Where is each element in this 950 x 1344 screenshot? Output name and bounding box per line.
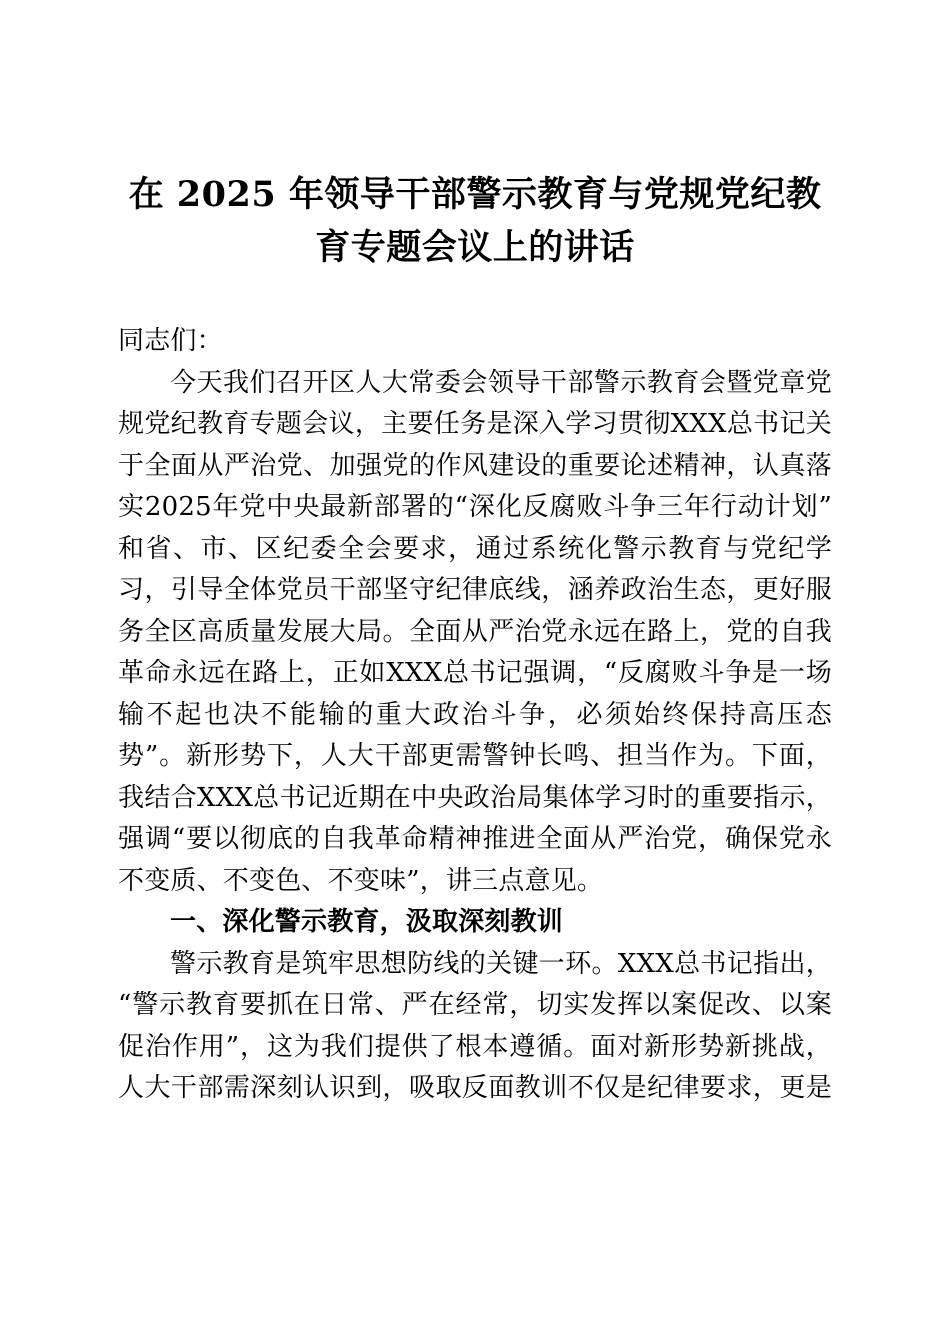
- intro-paragraph: 今天我们召开区人大常委会领导干部警示教育会暨党章党规党纪教育专题会议，主要任务是深入学习贯彻XXX总书记关于全面从严治党、加强党的作风建设的重要论述精神，认真落实2025年党中央最新部署的“深化反腐败斗争三年行动计划”和省、市、区纪委全会要求，通过系统化警示教育与党纪学习，引导全体党员干部坚守纪律底线，涵养政治生态，更好服务全区高质量发展大局。全面从严治党永远在路上，党的自我革命永远在路上，正如XXX总书记强调，“反腐败斗争是一场输不起也决不能输的重大政治斗争，必须始终保持高压态势”。新形势下，人大干部更需警钟长鸣、担当作为。下面，我结合XXX总书记近期在中央政治局集体学习时的重要指示，强调“要以彻底的自我革命精神推进全面从严治党，确保党永不变质、不变色、不变味”，讲三点意见。: [118, 367, 832, 896]
- title-spacer: [118, 274, 832, 321]
- section-heading-1: 一、深化警示教育，汲取深刻教训: [170, 907, 564, 937]
- page-title: [118, 168, 832, 274]
- page-title-line-2: 育专题会议上的讲话: [315, 227, 635, 268]
- page-title-line-1: 在 2025 年领导干部警示教育与党规党纪教: [128, 174, 822, 215]
- section-1-paragraph-1: 警示教育是筑牢思想防线的关键一环。XXX总书记指出，“警示教育要抓在日常、严在经常，切实发挥以案促改、以案促治作用”，这为我们提供了根本遵循。面对新形势新挑战，人大干部需深刻认识到，吸取反面教训不仅是纪律要求，更是: [118, 948, 832, 1103]
- salutation: 同志们：: [118, 326, 223, 356]
